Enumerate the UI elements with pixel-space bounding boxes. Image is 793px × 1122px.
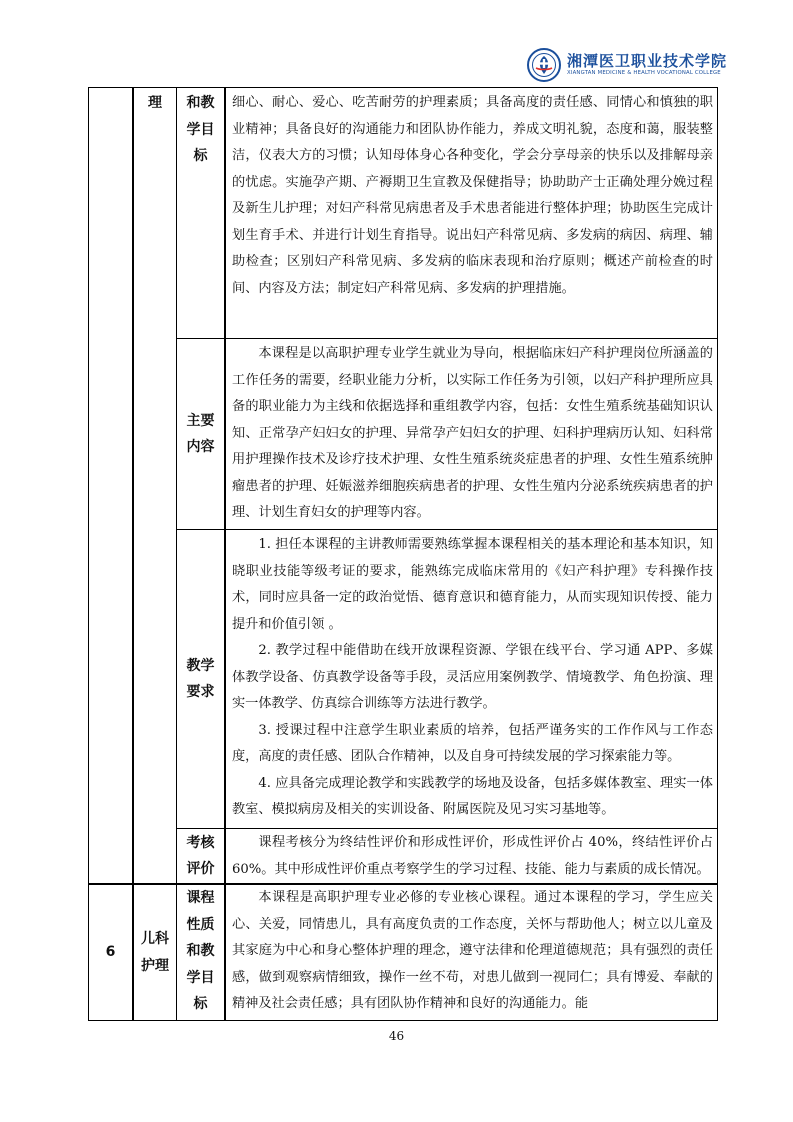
- table-left-border: [88, 87, 89, 1021]
- course-name-tail: 理: [148, 95, 162, 111]
- evaluation-text: 课程考核分为终结性评价和形成性评价，形成性评价占 40%，终结性评价占 60%。其中形成性评价重点考察学生的学习过程、技能、能力与素质的成长情况。: [232, 835, 713, 877]
- goal-label-line: 性质: [186, 916, 215, 933]
- goal-text: 本课程是高职护理专业必修的专业核心课程。通过本课程的学习，学生应关心、关爱，同情患儿，具有高度负责的工作态度，关怀与帮助他人；树立以儿童及其家庭为中心和身心整体护理的理念，遵守法律和伦理道德规范；具有强烈的责任感，做到观察病情细致，操作一丝不苟，对患儿做到一视同仁；具有博爱、奉献的精神及社会责任感；具有团队协作精神和良好的沟通能力。能: [232, 890, 713, 1011]
- row-divider: [176, 338, 718, 339]
- goal-label-line: 和教: [186, 95, 215, 111]
- college-logo: [527, 48, 728, 84]
- table-right-border: [717, 87, 718, 1021]
- course-name-line: 护理: [141, 957, 169, 974]
- table-bottom-border: [88, 1020, 718, 1021]
- goal-text: 细心、耐心、爱心、吃苦耐劳的护理素质；具备高度的责任感、同情心和慎独的职业精神；具备良好的沟通能力和团队协作能力，养成文明礼貌，态度和蔼，服装整洁，仪表大方的习惯；认知母体身心各种变化，学会分享母亲的快乐以及排解母亲的忧虑。实施孕产期、产褥期卫生宣教及保健指导；协助助产士正确处理分娩过程及新生儿护理；对妇产科常见病患者及手术患者能进行整体护理；协助医生完成计划生育手术、并进行计划生育指导。说出妇产科常见病、多发病的病因、病理、辅助检查；区别妇产科常见病、多发病的临床表现和治疗原则；概述产前检查的时间、内容及方法；制定妇产科常见病、多发病的护理措施。: [232, 95, 713, 296]
- goal-label-cell: [177, 885, 224, 1018]
- goal-label-line: 学目: [186, 969, 215, 986]
- page-number: 46: [388, 1029, 405, 1043]
- requirement-item: 2. 教学过程中能借助在线开放课程资源、学银在线平台、学习通 APP、多媒体教学设备、仿真教学设备等手段，灵活应用案例教学、情境教学、角色扮演、理实一体教学、仿真综合训练等方法进行教学。: [232, 643, 713, 711]
- goal-label-line: 标: [193, 148, 208, 164]
- evaluation-label-line: 考核: [186, 834, 215, 851]
- requirement-label-line: 教学: [186, 657, 215, 674]
- table-top-border: [88, 87, 718, 88]
- college-name-en: XIANGTAN MEDICINE & HEALTH VOCATIONAL COLLEGE: [567, 70, 721, 76]
- course-name-line: 儿科: [141, 931, 169, 947]
- goal-label-cell: [177, 90, 224, 170]
- evaluation-label-cell: [177, 829, 224, 883]
- college-emblem-icon: [527, 48, 561, 82]
- requirement-item: 4. 应具备完成理论教学和实践教学的场地及设备，包括多媒体教室、理实一体教室、模拟病房及相关的实训设备、附属医院及见习实习基地等。: [232, 775, 713, 817]
- course-name-cell: [134, 885, 176, 1020]
- goal-label-line: 学目: [186, 121, 215, 138]
- requirement-item: 1. 担任本课程的主讲教师需要熟练掌握本课程相关的基本理论和基本知识，知晓职业技能等级考证的要求，能熟练完成临床常用的《妇产科护理》专科操作技术，同时应具备一定的政治觉悟、德育意识和德育能力，从而实现知识传授、能力提升和价值引领 。: [232, 537, 713, 632]
- course-name-cell: [134, 90, 176, 117]
- course-number-cell: [89, 885, 132, 1020]
- content-label-cell: [177, 339, 224, 529]
- goal-text-cell: [226, 90, 717, 302]
- goal-label-line: 和教: [186, 943, 215, 959]
- content-text: 本课程是以高职护理专业学生就业为导向，根据临床妇产科护理岗位所涵盖的工作任务的需要，经职业能力分析，以实际工作任务为引领，以妇产科护理所应具备的职业能力为主线和依据选择和重组教学内容，包括：女性生殖系统基础知识认知、正常孕产妇妇女的护理、异常孕产妇妇女的护理、妇科护理病历认知、妇科常用护理操作技术及诊疗技术护理、女性生殖系统炎症患者的护理、女性生殖系统肿瘤患者的护理、妊娠滋养细胞疾病患者的护理、女性生殖内分泌系统疾病患者的护理、计划生育妇女的护理等内容。: [232, 346, 713, 520]
- college-name-cn: 湘潭医卫职业技术学院: [567, 52, 728, 70]
- requirement-item: 3. 授课过程中注意学生职业素质的培养，包括严谨务实的工作作风与工作态度，高度的责任感、团队合作精神，以及自身可持续发展的学习探索能力等。: [232, 722, 713, 764]
- course-number: 6: [105, 944, 116, 961]
- goal-text-cell: [226, 885, 717, 1020]
- content-label-line: 主要: [186, 412, 215, 429]
- goal-label-line: 课程: [186, 890, 215, 906]
- content-text-cell: [226, 341, 717, 527]
- row-divider: [176, 828, 718, 829]
- requirement-text-cell: [226, 532, 717, 824]
- content-label-line: 内容: [186, 439, 215, 455]
- goal-label-line: 标: [193, 996, 208, 1012]
- evaluation-label-line: 评价: [186, 861, 215, 877]
- column-divider: [132, 87, 134, 1021]
- requirement-label-line: 要求: [186, 684, 215, 700]
- requirement-label-cell: [177, 530, 224, 828]
- evaluation-text-cell: [226, 830, 717, 883]
- row-divider: [176, 529, 718, 530]
